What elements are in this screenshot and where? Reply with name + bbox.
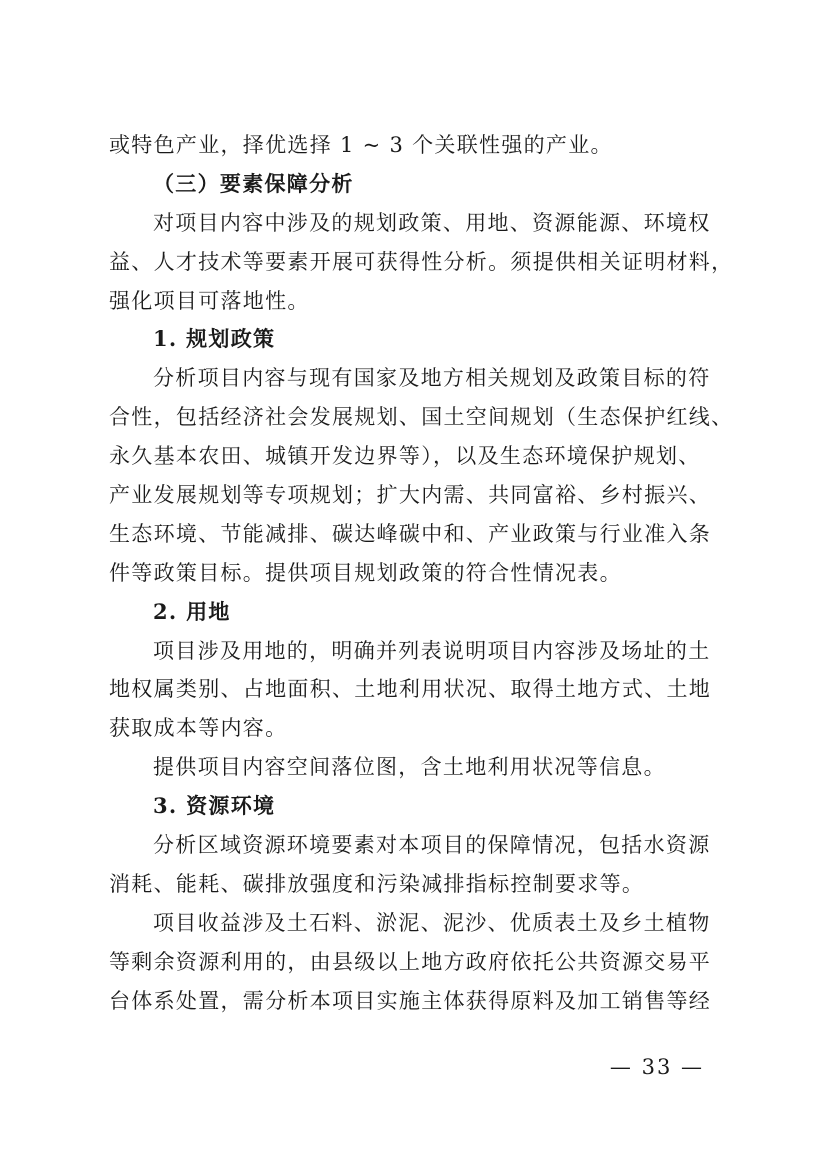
section-heading: （三）要素保障分析 bbox=[153, 170, 354, 196]
subsection-heading: 3. 资源环境 bbox=[153, 793, 276, 819]
paragraph-line: 合性，包括经济社会发展规划、国土空间规划（生态保护红线、 bbox=[109, 405, 734, 430]
paragraph-line: 等剩余资源利用的，由县级以上地方政府依托公共资源交易平 bbox=[109, 949, 712, 974]
subsection-heading: 2. 用地 bbox=[153, 598, 231, 624]
paragraph-line: 对项目内容中涉及的规划政策、用地、资源能源、环境权 bbox=[153, 210, 711, 235]
paragraph-line: 件等政策目标。提供项目规划政策的符合性情况表。 bbox=[109, 560, 622, 585]
paragraph-line: 分析项目内容与现有国家及地方相关规划及政策目标的符 bbox=[153, 366, 711, 391]
paragraph-line: 消耗、能耗、碳排放强度和污染减排指标控制要求等。 bbox=[109, 871, 645, 896]
subsection-heading: 1. 规划政策 bbox=[153, 326, 276, 352]
paragraph-line: 或特色产业，择优选择 1 ~ 3 个关联性强的产业。 bbox=[109, 133, 613, 157]
paragraph-line: 项目收益涉及土石料、淤泥、泥沙、优质表土及乡土植物 bbox=[153, 910, 711, 935]
paragraph-line: 永久基本农田、城镇开发边界等），以及生态环境保护规划、 bbox=[109, 444, 701, 469]
paragraph-line: 项目涉及用地的，明确并列表说明项目内容涉及场址的土 bbox=[153, 638, 711, 663]
paragraph-line: 台体系处置，需分析本项目实施主体获得原料及加工销售等经 bbox=[109, 988, 712, 1013]
paragraph-line: 获取成本等内容。 bbox=[109, 716, 288, 741]
paragraph-line: 生态环境、节能减排、碳达峰碳中和、产业政策与行业准入条 bbox=[109, 521, 712, 546]
paragraph-line: 产业发展规划等专项规划；扩大内需、共同富裕、乡村振兴、 bbox=[109, 483, 712, 508]
paragraph-line: 分析区域资源环境要素对本项目的保障情况，包括水资源 bbox=[153, 833, 711, 858]
paragraph-line: 地权属类别、占地面积、土地利用状况、取得土地方式、土地 bbox=[109, 677, 712, 702]
document-body bbox=[109, 126, 734, 1020]
page-number: — 33 — bbox=[609, 1055, 704, 1079]
paragraph-line: 强化项目可落地性。 bbox=[109, 288, 310, 313]
paragraph-line: 提供项目内容空间落位图，含土地利用状况等信息。 bbox=[153, 755, 666, 780]
paragraph-line: 益、人才技术等要素开展可获得性分析。须提供相关证明材料， bbox=[109, 249, 734, 274]
